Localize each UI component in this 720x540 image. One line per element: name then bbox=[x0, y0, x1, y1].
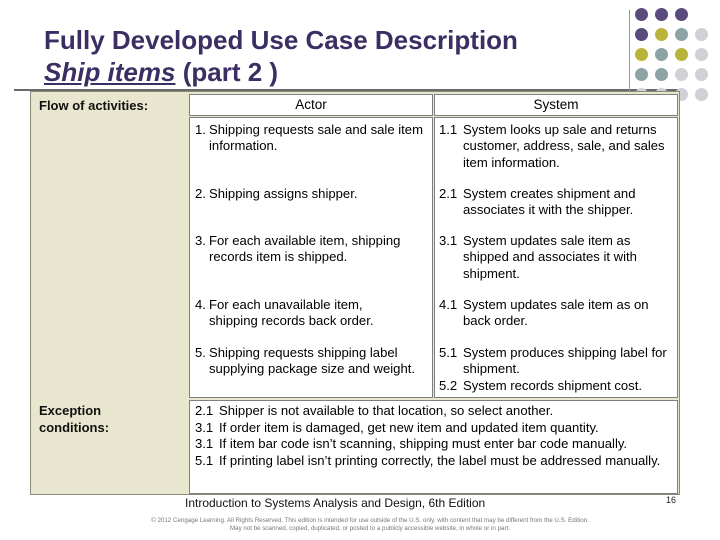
exception-text: If printing label isn’t printing correctly, the label must be addressed manually. bbox=[219, 452, 661, 468]
actor-step-number: 3. bbox=[195, 233, 206, 248]
system-step bbox=[439, 186, 675, 219]
actor-step-text: For each unavailable item, shipping records back order. bbox=[209, 297, 374, 329]
system-step-number: 1.1 bbox=[439, 122, 458, 137]
decor-dot bbox=[695, 28, 708, 41]
footer-book-title: Introduction to Systems Analysis and Design, 6th Edition bbox=[185, 496, 486, 510]
decor-dot bbox=[695, 68, 708, 81]
decor-dot bbox=[655, 68, 668, 81]
exception-item bbox=[195, 436, 675, 452]
exception-text: If order item is damaged, get new item and updated item quantity. bbox=[219, 419, 599, 435]
decor-dot bbox=[635, 48, 648, 61]
actor-step bbox=[195, 233, 425, 266]
decor-dot bbox=[655, 8, 668, 21]
actor-step-number: 2. bbox=[195, 186, 206, 201]
exception-label-line-1: Exception bbox=[39, 403, 102, 418]
decor-dot bbox=[675, 68, 688, 81]
title-use-case-name: Ship items bbox=[44, 57, 176, 87]
flow-of-activities-label: Flow of activities: bbox=[39, 98, 149, 113]
decor-dot bbox=[675, 28, 688, 41]
decor-dot bbox=[675, 8, 688, 21]
decor-dot bbox=[635, 8, 648, 21]
copyright-line-1: © 2012 Cengage Learning. All Rights Reserved. This edition is intended for use outside of the U.S. only, with content that may be different from the U.S. Edition. bbox=[151, 517, 589, 524]
actor-step-number: 1. bbox=[195, 122, 206, 137]
exception-number: 2.1 bbox=[195, 403, 214, 418]
exception-text: Shipper is not available to that location, so select another. bbox=[219, 403, 554, 418]
actor-step-text: Shipping assigns shipper. bbox=[209, 186, 358, 201]
system-step-text: System updates sale item as on back order. bbox=[463, 297, 649, 329]
actor-step-text: Shipping requests sale and sale item information. bbox=[209, 122, 423, 154]
actor-step bbox=[195, 345, 429, 378]
system-step bbox=[439, 297, 659, 330]
system-step bbox=[439, 233, 675, 282]
exception-label-line-2: conditions: bbox=[39, 420, 110, 435]
system-step-number: 3.1 bbox=[439, 233, 458, 248]
exception-item bbox=[195, 420, 675, 436]
actor-step-number: 5. bbox=[195, 345, 206, 360]
system-step-number: 2.1 bbox=[439, 186, 458, 201]
system-step bbox=[439, 345, 675, 378]
system-step-number: 5.1 bbox=[439, 345, 458, 360]
actor-step bbox=[195, 122, 429, 155]
system-header: System bbox=[434, 94, 678, 116]
system-step-number: 5.2 bbox=[439, 378, 458, 393]
system-step-text: System creates shipment and associates it with the shipper. bbox=[463, 186, 636, 218]
system-step-text: System looks up sale and returns customer, address, sale, and sales item information. bbox=[463, 122, 665, 170]
system-step bbox=[439, 378, 675, 394]
decor-dot bbox=[655, 28, 668, 41]
copyright-notice bbox=[60, 517, 680, 533]
title-part-label: (part 2 ) bbox=[175, 57, 279, 87]
decor-dot bbox=[655, 48, 668, 61]
actor-step-number: 4. bbox=[195, 297, 206, 312]
decor-dot bbox=[695, 88, 708, 101]
decor-dot bbox=[635, 68, 648, 81]
exception-text: If item bar code isn’t scanning, shipping must enter bar code manually. bbox=[219, 436, 628, 451]
actor-step bbox=[195, 297, 405, 330]
system-step-number: 4.1 bbox=[439, 297, 458, 312]
use-case-table bbox=[30, 91, 680, 495]
exception-item bbox=[195, 403, 675, 419]
exception-number: 5.1 bbox=[195, 452, 214, 468]
system-step bbox=[439, 122, 675, 171]
exception-number: 3.1 bbox=[195, 436, 214, 451]
actor-header: Actor bbox=[189, 94, 433, 116]
actor-step-text: For each available item, shipping records item is shipped. bbox=[209, 233, 401, 265]
exception-number: 3.1 bbox=[195, 419, 214, 435]
page-number: 16 bbox=[666, 495, 677, 505]
actor-step-text: Shipping requests shipping label supplying package size and weight. bbox=[209, 345, 415, 377]
copyright-line-2: May not be scanned, copied, duplicated, or posted to a publicly accessible website, in whole or in part. bbox=[230, 525, 510, 532]
system-step-text: System produces shipping label for shipment. bbox=[463, 345, 667, 377]
system-step-text: System updates sale item as shipped and associates it with shipment. bbox=[463, 233, 637, 281]
title-line-1: Fully Developed Use Case Description bbox=[44, 25, 518, 55]
decor-dot bbox=[635, 28, 648, 41]
slide-title bbox=[44, 24, 624, 88]
decor-dot bbox=[695, 48, 708, 61]
decor-dot bbox=[675, 48, 688, 61]
exception-item bbox=[195, 453, 675, 469]
actor-step bbox=[195, 186, 429, 202]
system-step-text: System records shipment cost. bbox=[463, 378, 643, 393]
title-line-2 bbox=[44, 56, 624, 88]
